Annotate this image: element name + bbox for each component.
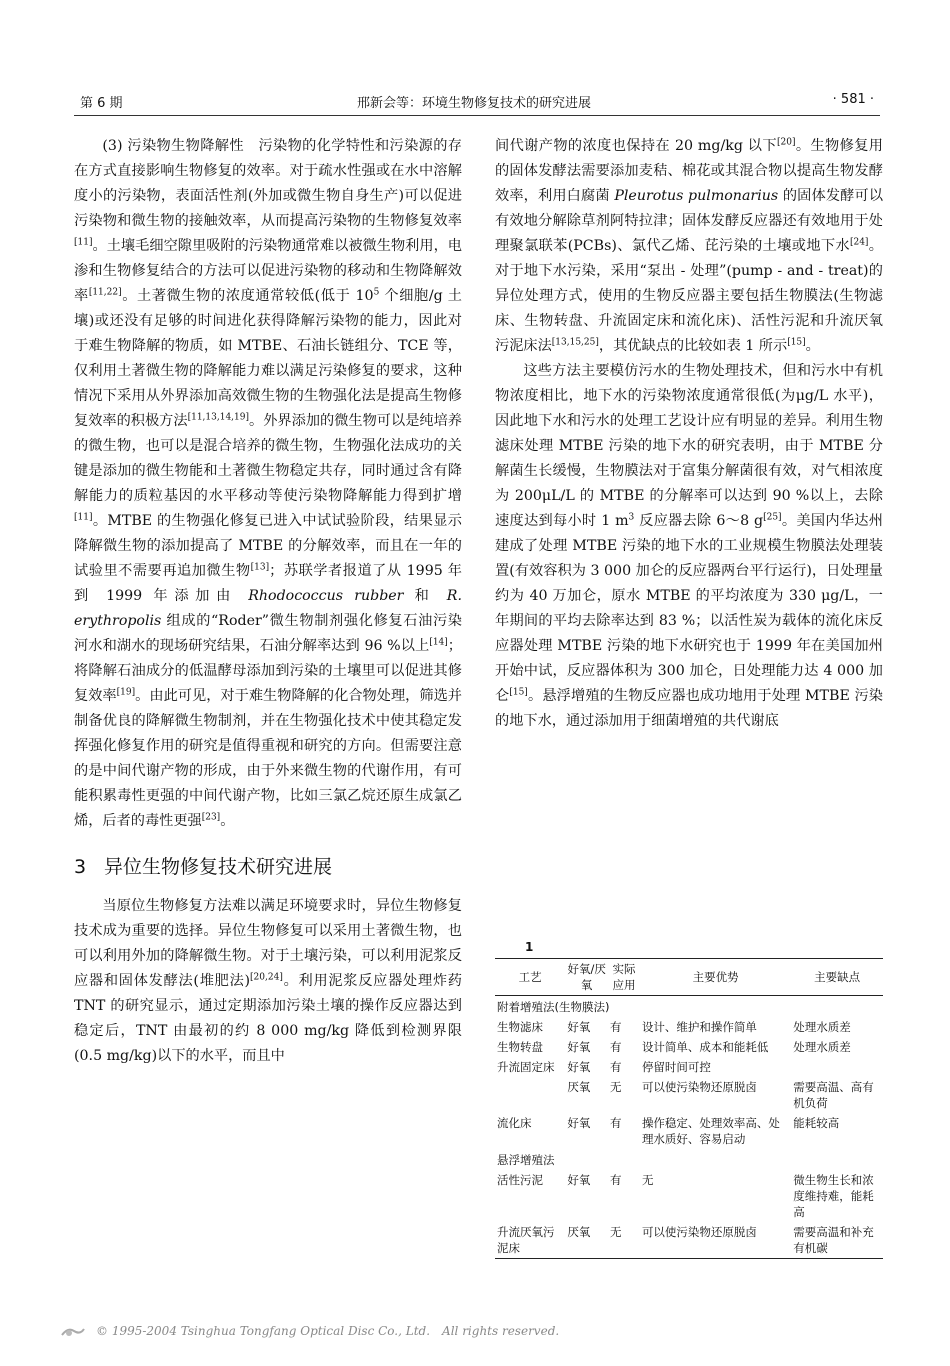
paragraph-continued: 间代谢产物的浓度也保持在 20 mg/kg 以下[20]。生物修复用的固体发酵法需要添加麦秸、棉花或其混合物以提高生物发酵效率，利用白腐菌 Pleurotus pulmonarius 的固体发酵可以有效地分解除草剂阿特拉津；固体发酵反应器还有效地用于处理聚氯联苯(PCBs)、氯代乙烯、芘污染的土壤或地下水[24]。对于地下水污染，采用“泵出 - 处理”(pump - and - treat)的异位处理方式，使用的生物反应器主要包括生物膜法(生物滤床、生物转盘、升流固定床和流化床)、活性污泥和升流厌氧污泥床法[13,15,25]，其优缺点的比较如表 1 所示[15]。 (495, 137, 884, 354)
paragraph-ex-situ-intro: 当原位生物修复方法难以满足环境要求时，异位生物修复技术成为重要的选择。异位生物修复可以采用土著微生物，也可以利用外加的降解微生物。对于土壤污染，可以利用泥浆反应器和固体发酵法(堆肥法)[20,24]。利用泥浆反应器处理炸药 TNT 的研究显示，通过定期添加污染土壤的操作反应器达到稳定后，TNT 由最初的约 8 000 mg/kg 降低到检测界限(0.5 mg/kg)以下的水平，而且中 (74, 898, 462, 1064)
table-group-label: 附着增殖法(生物膜法) (497, 1000, 610, 1014)
table-header-cell: 主要优势 (640, 959, 791, 996)
table-row: 生物转盘 好氧 有 设计简单、成本和能耗低 处理水质差 (497, 1040, 851, 1054)
table-header-cell: 实际应用 (608, 959, 640, 996)
table-row: 厌氧 无 可以使污染物还原脱卤 需要高温、高有机负荷 (567, 1080, 874, 1110)
left-column (74, 134, 462, 1069)
section-number: 3 (74, 856, 87, 878)
paragraph-groundwater: 这些方法主要模仿污水的生物处理技术，但和污水中有机物浓度相比，地下水的污染物浓度通常很低(为μg/L 水平)，因此地下水和污水的处理工艺设计应有明显的差异。利用生物滤床处理 MTBE 污染的地下水的研究表明，由于 MTBE 分解菌生长缓慢，生物膜法对于富集分解菌很有效，对气相浓度为 200μL/L 的 MTBE 的分解率可以达到 90 %以上，去除速度达到每小时 1 $m^3$ 反应器去除 6～8 g[25]。美国内华达州建成了处理 MTBE 污染的地下水的工业规模生物膜法处理装置(有效容积为 3 000 加仑的反应器两台平行运行)，日处理量约为 40 万加仑，原水 MTBE 的平均浓度为 330 μg/L，一年期间的平均去除率达到 83 %；以活性炭为载体的流化床反应器处理 MTBE 污染的地下水研究也于 1999 年在美国加州开始中试，反应器体积为 300 加仑，日处理能力达 4 000 加仑[15]。悬浮增殖的生物反应器也成功地用于处理 MTBE 污染的地下水，通过添加用于细菌增殖的共代谢底 (495, 363, 883, 729)
table-header-row (495, 959, 883, 996)
table-header-cell: 主要缺点 (791, 959, 883, 996)
paragraph-biodegradability: (3) 污染物生物降解性 污染物的化学特性和污染源的存在方式直接影响生物修复的效率。对于疏水性强或在水中溶解度小的污染物，表面活性剂(外加或微生物自身生产)可以促进污染物和微生物的接触效率，从而提高污染物的生物修复效率[11]。土壤毛细空隙里吸附的污染物通常难以被微生物利用，电渗和生物修复结合的方法可以促进污染物的移动和生物降解效率[11,22]。土著微生物的浓度通常较低(低于 $10^5$ 个细胞/g 土壤)或还没有足够的时间进化获得降解污染物的能力，因此对于难生物降解的物质，如 MTBE、石油长链组分、TCE 等，仅利用土著微生物的降解能力难以满足污染修复的要求，这种情况下采用从外界添加高效微生物的生物强化法是提高生物修复效率的积极方法[11,13,14,19]。外界添加的微生物可以是纯培养的微生物，也可以是混合培养的微生物，生物强化法成功的关键是添加的微生物能和土著微生物稳定共存，同时通过含有降解能力的质粒基因的水平移动等使污染物降解能力得到扩增[11]。MTBE 的生物强化修复已进入中试试验阶段，结果显示降解微生物的添加提高了 MTBE 的分解效率，而且在一年的试验里不需要再追加微生物[13]；苏联学者报道了从 1995 年到 1999 年添加由 Rhodococcus rubber 和 R. erythropolis 组成的“Roder”微生物制剂强化修复石油污染河水和湖水的现场研究结果，石油分解率达到 96 %以上[14]；将降解石油成分的低温酵母添加到污染的土壤里可以促进其修复效率[19]。由此可见，对于难生物降解的化合物处理，筛选并制备优良的降解微生物制剂，并在生物强化技术中使其稳定发挥强化修复作用的研究是值得重视和研究的方向。但需要注意的是中间代谢产物的形成，由于外来微生物的代谢作用，有可能积累毒性更强的中间代谢产物，比如三氯乙烷还原生成氯乙烯，后者的毒性更强[23]。 (74, 138, 462, 829)
running-title: 邢新会等：环境生物修复技术的研究进展 (356, 96, 591, 111)
right-column (495, 134, 883, 734)
section-title: 异位生物修复技术研究进展 (104, 856, 333, 878)
page-number: · 581 · (832, 92, 874, 107)
copyright-text: © 1995-2004 Tsinghua Tongfang Optical Disc Co., Ltd. All rights reserved. (96, 1324, 560, 1338)
table-row: 活性污泥 好氧 有 无 微生物生长和浓度维持难，能耗高 (497, 1173, 874, 1219)
table-header-cell: 好氧/厌氧 (565, 959, 608, 996)
table-header-cell: 工艺 (495, 959, 565, 996)
table-row: 生物滤床 好氧 有 设计、维护和操作简单 处理水质差 (497, 1020, 851, 1034)
comparison-table (495, 958, 883, 1259)
table-row: 升流厌氧污泥床 厌氧 无 可以使污染物还原脱卤 需要高温和补充有机碳 (495, 1222, 883, 1259)
issue-label: 第 6 期 (80, 96, 123, 111)
section-heading (74, 852, 462, 882)
table-group-label: 悬浮增殖法 (497, 1153, 555, 1167)
table-row: 流化床 好氧 有 操作稳定、处理效率高、处理水质好、容易启动 能耗较高 (497, 1116, 840, 1146)
publisher-logo-icon (60, 1325, 86, 1339)
copyright-footer (60, 1322, 559, 1339)
running-header (74, 92, 874, 114)
header-rule (74, 115, 880, 116)
table-title: 1 (525, 940, 534, 954)
table-row: 升流固定床 好氧 有 停留时间可控 (497, 1060, 711, 1074)
